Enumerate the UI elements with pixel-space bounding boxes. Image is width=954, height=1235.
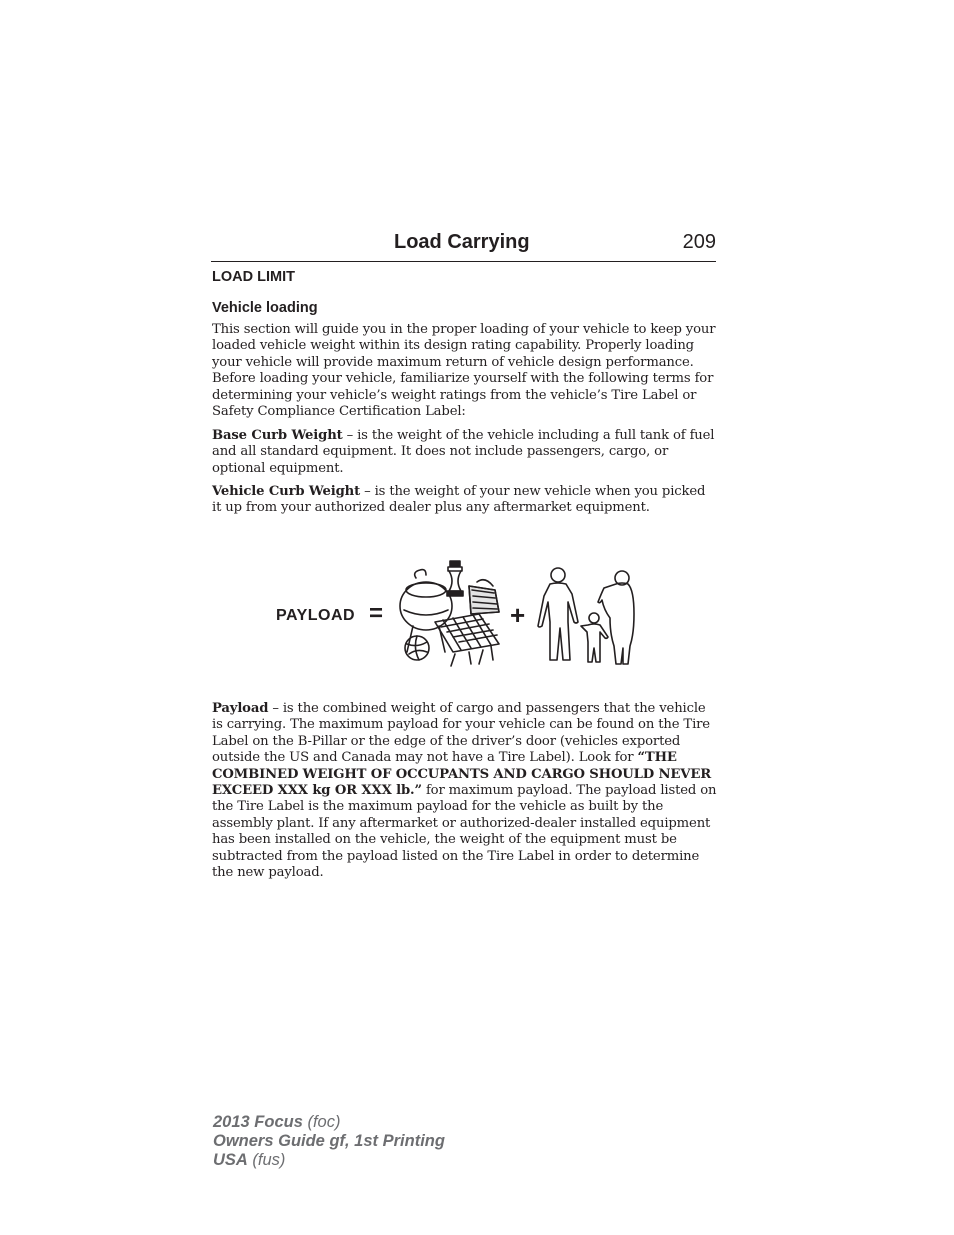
footer-line-edition <box>213 1132 445 1151</box>
sub-heading: Vehicle loading <box>212 300 318 316</box>
footer-line-model <box>213 1113 445 1132</box>
vehicle-curb-weight-term: Vehicle Curb Weight <box>212 484 361 499</box>
intro-paragraph: This section will guide you in the proper loading of your vehicle to keep your loaded vehicle weight within its design rating capability. Properly loading your vehicle will provide maximum return of vehicle design performance. Before loading your vehicle, familiarize yourself with the following terms for determining your vehicle’s weight ratings from the vehicle’s Tire Label or Safety Compliance Certification Label: <box>212 322 716 420</box>
payload-label: PAYLOAD <box>276 607 356 624</box>
base-curb-weight-term: Base Curb Weight <box>212 428 343 443</box>
payload-text-1: – is the combined weight of cargo and passengers that the vehicle is carrying. The maximum payload for your vehicle can be found on the Tire Label on the B-Pillar or the edge of the driver’s door (vehicles exported outside the US and Canada may not have a Tire Label). Look for <box>212 701 710 766</box>
footer-market: USA <box>213 1151 248 1169</box>
base-curb-weight-definition: – is the weight of the vehicle including a full tank of fuel and all standard equipment. It does not include passengers, cargo, or optional equipment. <box>212 428 715 476</box>
footer-market-code: (fus) <box>247 1151 286 1169</box>
payload-emphasis: “THE COMBINED WEIGHT OF OCCUPANTS AND CARGO SHOULD NEVER EXCEED XXX kg OR XXX lb.” <box>212 750 712 799</box>
equals-sign: = <box>369 600 384 627</box>
vehicle-curb-weight-definition: – is the weight of your new vehicle when you picked it up from your authorized dealer plus any aftermarket equipment. <box>212 484 706 516</box>
vehicle-curb-weight-paragraph <box>212 484 717 517</box>
section-heading: LOAD LIMIT <box>212 269 295 285</box>
footer-model-code: (foc) <box>302 1113 341 1131</box>
people-icon <box>536 566 640 666</box>
footer-line-market <box>213 1151 445 1170</box>
base-curb-weight-paragraph <box>212 428 717 477</box>
payload-text-2: for maximum payload. The payload listed on the Tire Label is the maximum payload for the vehicle as built by the assembly plant. If any aftermarket or authorized-dealer installed equipment has been installed on the vehicle, the weight of the equipment must be subtracted from the payload listed on the Tire Label in order to determine the new payload. <box>212 783 717 881</box>
cargo-icon <box>399 560 507 668</box>
page-footer <box>213 1113 445 1170</box>
payload-term: Payload <box>212 701 269 716</box>
chapter-title: Load Carrying <box>394 231 530 253</box>
footer-edition: Owners Guide gf, 1st Printing <box>213 1132 445 1150</box>
payload-illustration <box>272 560 652 670</box>
footer-model: 2013 Focus <box>213 1113 303 1131</box>
payload-paragraph <box>212 701 717 881</box>
plus-sign: + <box>510 600 526 630</box>
page-number: 209 <box>682 231 716 253</box>
page-header <box>211 229 716 262</box>
